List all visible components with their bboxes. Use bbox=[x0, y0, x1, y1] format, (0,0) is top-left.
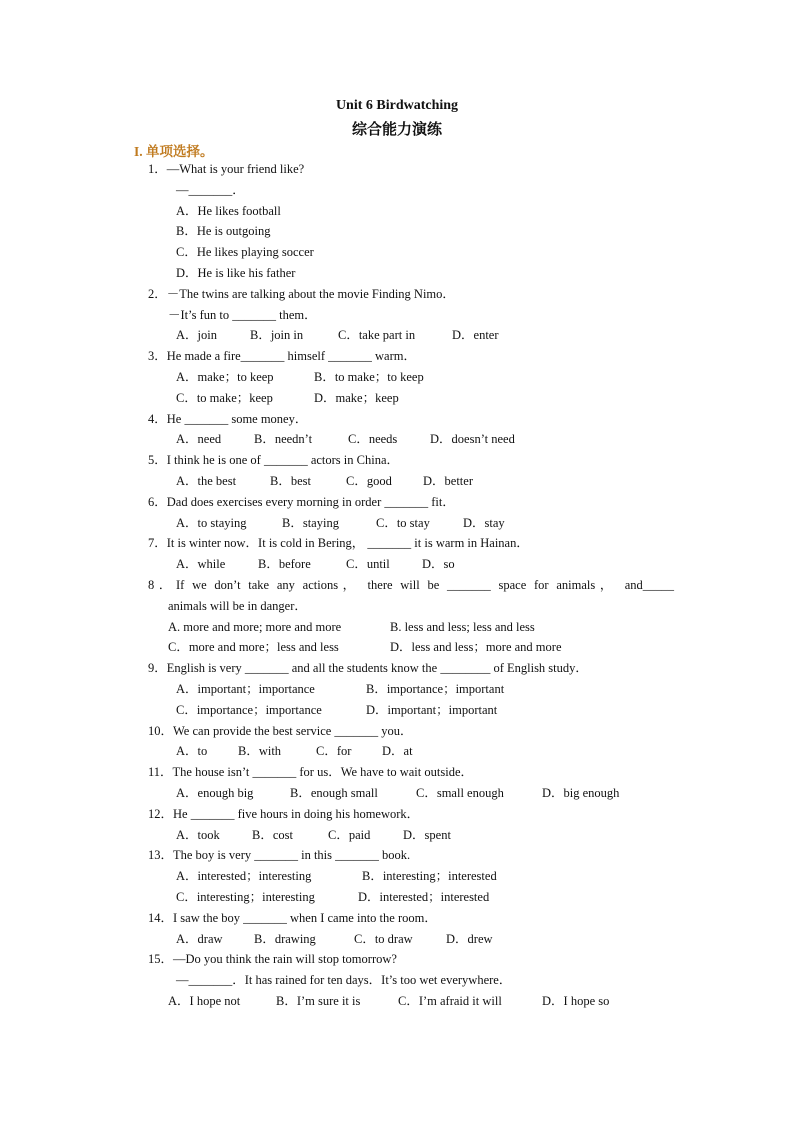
question-2-reply: －It’s fun to _______ them． bbox=[168, 308, 317, 322]
question-1-stem: 1．—What is your friend like? bbox=[148, 162, 305, 176]
question-5-option-b: B．best bbox=[270, 474, 311, 488]
question-15-stem: 15．—Do you think the rain will stop tomorrow? bbox=[148, 952, 397, 966]
question-1-reply: —_______． bbox=[176, 183, 245, 197]
question-7-option-d: D．so bbox=[422, 557, 455, 571]
question-8-stem-line-2: animals will be in danger． bbox=[168, 599, 307, 613]
question-7-option-c: C．until bbox=[346, 557, 390, 571]
question-3-option-c: C．to make；keep bbox=[176, 391, 273, 405]
question-8-option-a: A. more and more; more and more bbox=[168, 620, 342, 634]
question-15-options bbox=[168, 992, 609, 1010]
question-6-options bbox=[176, 514, 505, 532]
question-13-option-b: B．interesting；interested bbox=[362, 869, 497, 883]
question-3-option-d: D．make；keep bbox=[314, 391, 399, 405]
question-14-options bbox=[176, 930, 493, 948]
question-14-option-d: D．drew bbox=[446, 932, 493, 946]
page-subtitle: 综合能力演练 bbox=[351, 122, 442, 138]
question-4-options bbox=[176, 430, 515, 448]
question-10-stem: 10．We can provide the best service _______ you． bbox=[148, 724, 413, 738]
question-12-option-c: C．paid bbox=[328, 828, 371, 842]
question-6-option-b: B．staying bbox=[282, 516, 339, 530]
question-15-option-a: A．I hope not bbox=[168, 994, 241, 1008]
question-6-option-d: D．stay bbox=[463, 516, 505, 530]
question-10-option-c: C．for bbox=[316, 744, 352, 758]
question-4-stem: 4．He _______ some money． bbox=[148, 412, 308, 426]
section-heading: I. 单项选择。 bbox=[134, 144, 214, 159]
question-9-stem: 9．English is very _______ and all the students know the ________ of English study． bbox=[148, 661, 588, 675]
question-2-option-d: D．enter bbox=[452, 328, 499, 342]
question-11-option-b: B．enough small bbox=[290, 786, 378, 800]
question-12-stem: 12．He _______ five hours in doing his homework． bbox=[148, 807, 420, 821]
question-3-option-b: B．to make；to keep bbox=[314, 370, 424, 384]
question-8-option-d: D．less and less；more and more bbox=[390, 640, 562, 654]
question-1-option-a: A．He likes football bbox=[176, 204, 281, 218]
question-7-option-b: B．before bbox=[258, 557, 311, 571]
question-13-option-d: D．interested；interested bbox=[358, 890, 490, 904]
question-2-option-c: C．take part in bbox=[338, 328, 416, 342]
question-7-option-a: A．while bbox=[176, 557, 226, 571]
question-13-options-row1 bbox=[176, 867, 497, 885]
question-11-option-a: A．enough big bbox=[176, 786, 254, 800]
question-9-option-b: B．importance；important bbox=[366, 682, 505, 696]
question-10-option-a: A．to bbox=[176, 744, 208, 758]
question-2-options bbox=[176, 326, 499, 344]
question-5-options bbox=[176, 472, 473, 490]
question-15-option-b: B．I’m sure it is bbox=[276, 994, 361, 1008]
question-7-stem: 7．It is winter now．It is cold in Bering， _______ it is warm in Hainan． bbox=[148, 536, 529, 550]
question-7-options bbox=[176, 555, 455, 573]
question-10-option-d: D．at bbox=[382, 744, 413, 758]
question-8-options-row1 bbox=[168, 618, 535, 636]
question-9-option-c: C．importance；importance bbox=[176, 703, 322, 717]
question-11-option-d: D．big enough bbox=[542, 786, 620, 800]
question-8-option-b: B. less and less; less and less bbox=[390, 620, 535, 634]
question-14-option-b: B．drawing bbox=[254, 932, 316, 946]
question-3-stem: 3．He made a fire_______ himself _______ warm． bbox=[148, 349, 416, 363]
question-3-options-row2 bbox=[176, 389, 399, 407]
question-8-stem-line-1: 8．If we don’t take any actions， there will be _______ space for animals， and_____ bbox=[148, 578, 674, 592]
page-title: Unit 6 Birdwatching bbox=[335, 98, 459, 113]
question-14-stem: 14．I saw the boy _______ when I came into the room． bbox=[148, 911, 437, 925]
question-9-options-row1 bbox=[176, 680, 504, 698]
question-15-option-d: D．I hope so bbox=[542, 994, 610, 1008]
question-14-option-a: A．draw bbox=[176, 932, 223, 946]
question-15-reply: —_______．It has rained for ten days．It’s too wet everywhere． bbox=[176, 973, 512, 987]
question-3-option-a: A．make；to keep bbox=[176, 370, 274, 384]
question-4-option-b: B．needn’t bbox=[254, 432, 313, 446]
question-11-option-c: C．small enough bbox=[416, 786, 504, 800]
question-12-options bbox=[176, 826, 451, 844]
question-2-option-b: B．join in bbox=[250, 328, 304, 342]
question-1-option-c: C．He likes playing soccer bbox=[176, 245, 314, 259]
question-9-option-d: D．important；important bbox=[366, 703, 498, 717]
question-2-option-a: A．join bbox=[176, 328, 217, 342]
question-5-option-a: A．the best bbox=[176, 474, 237, 488]
question-11-stem: 11．The house isn’t _______ for us．We have to wait outside． bbox=[148, 765, 473, 779]
question-12-option-b: B．cost bbox=[252, 828, 293, 842]
question-5-option-c: C．good bbox=[346, 474, 392, 488]
question-13-stem: 13．The boy is very _______ in this _______ book. bbox=[148, 848, 411, 862]
question-8-options-row2 bbox=[168, 638, 562, 656]
question-6-option-c: C．to stay bbox=[376, 516, 430, 530]
question-15-option-c: C．I’m afraid it will bbox=[398, 994, 502, 1008]
question-13-option-a: A．interested；interesting bbox=[176, 869, 312, 883]
question-11-options bbox=[176, 784, 619, 802]
question-4-option-d: D．doesn’t need bbox=[430, 432, 515, 446]
question-14-option-c: C．to draw bbox=[354, 932, 413, 946]
question-4-option-a: A．need bbox=[176, 432, 222, 446]
question-1-option-d: D．He is like his father bbox=[176, 266, 296, 280]
question-13-option-c: C．interesting；interesting bbox=[176, 890, 315, 904]
question-2-stem: 2．－The twins are talking about the movie Finding Nimo． bbox=[148, 287, 455, 301]
question-5-stem: 5．I think he is one of _______ actors in China． bbox=[148, 453, 400, 467]
question-13-options-row2 bbox=[176, 888, 489, 906]
question-4-option-c: C．needs bbox=[348, 432, 398, 446]
question-10-option-b: B．with bbox=[238, 744, 282, 758]
question-12-option-d: D．spent bbox=[403, 828, 451, 842]
question-10-options bbox=[176, 742, 413, 760]
question-12-option-a: A．took bbox=[176, 828, 220, 842]
question-6-stem: 6．Dad does exercises every morning in order _______ fit． bbox=[148, 495, 455, 509]
question-1-option-b: B．He is outgoing bbox=[176, 224, 271, 238]
question-5-option-d: D．better bbox=[423, 474, 473, 488]
question-9-option-a: A．important；importance bbox=[176, 682, 315, 696]
question-9-options-row2 bbox=[176, 701, 497, 719]
question-8-option-c: C．more and more；less and less bbox=[168, 640, 339, 654]
question-3-options-row1 bbox=[176, 368, 424, 386]
question-6-option-a: A．to staying bbox=[176, 516, 247, 530]
